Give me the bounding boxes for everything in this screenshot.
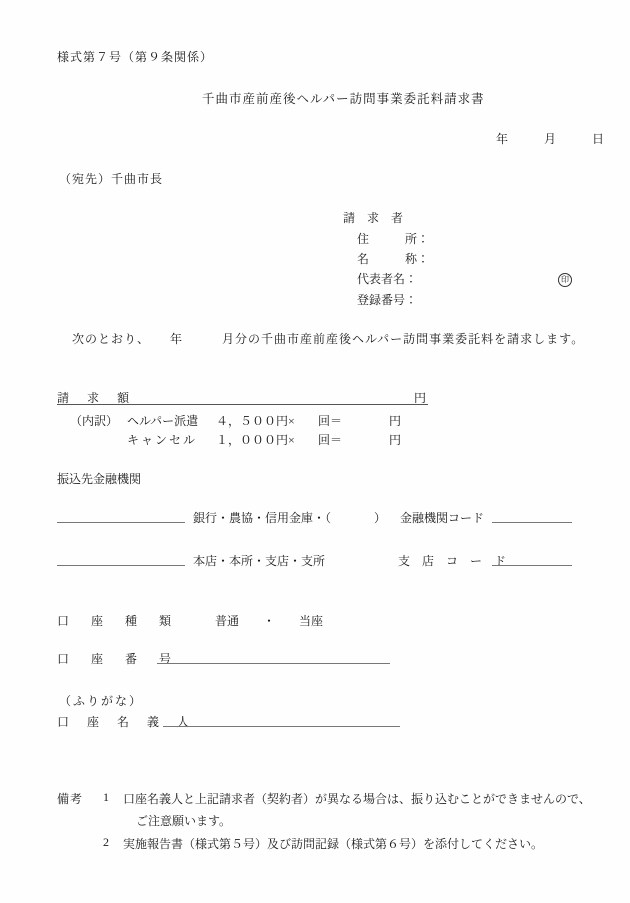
branch-code-label: 支 店 コ ー ド (398, 554, 507, 568)
request-statement: 次のとおり、 年 月分の千曲市産前産後ヘルパー訪問事業委託料を請求します。 (72, 332, 585, 346)
document-title: 千曲市産前産後ヘルパー訪問事業委託料請求書 (202, 92, 485, 106)
breakdown-item-2: キャンセル (127, 433, 198, 447)
account-number-blank (157, 663, 390, 664)
remark-number-1: 1 (103, 790, 109, 804)
addressee: （宛先）千曲市長 (59, 172, 164, 186)
requester-registration-label: 登録番号： (357, 293, 418, 307)
bank-institution-types-close: ） (374, 511, 387, 525)
bank-heading: 振込先金融機関 (57, 472, 142, 486)
amount-label: 請 求 額 (57, 391, 133, 405)
furigana-label: （ふりがな） (59, 694, 144, 708)
seal-glyph: 印 (558, 273, 572, 287)
requester-address-label: 住 所： (357, 232, 430, 246)
account-holder-label: 口 座 名 義 人 (57, 715, 193, 729)
branch-name-blank (57, 565, 185, 566)
branch-types: 本店・本所・支店・支所 (193, 554, 326, 568)
requester-heading: 請 求 者 (343, 211, 404, 225)
breakdown-price-2: １，０００円× (216, 433, 295, 447)
breakdown-unit-2: 円 (389, 433, 402, 447)
breakdown-price-1: ４，５００円× (216, 414, 295, 428)
remark-text-2-line1: 実施報告書（様式第５号）及び訪問記録（様式第６号）を添付してください。 (123, 837, 544, 851)
remarks-label: 備考 (57, 792, 84, 806)
breakdown-count-1: 回＝ (318, 414, 343, 428)
requester-name-label: 名 称： (357, 252, 430, 266)
amount-unit: 円 (414, 391, 427, 405)
form-number: 様式第７号（第９条関係） (57, 50, 214, 64)
breakdown-unit-1: 円 (389, 414, 402, 428)
breakdown-count-2: 回＝ (318, 433, 343, 447)
account-number-label: 口 座 番 号 (57, 652, 177, 666)
remark-text-1-line1: 口座名義人と上記請求者（契約者）が異なる場合は、振り込むことができませんので、 (123, 792, 591, 806)
seal-icon (558, 271, 572, 289)
account-holder-blank (163, 726, 400, 727)
bank-institution-types: 銀行・農協・信用金庫・（ (193, 511, 332, 525)
remark-text-1-line2: ご注意願います。 (136, 814, 232, 828)
bank-code-blank (492, 522, 572, 523)
amount-underline (57, 404, 428, 405)
date-line: 年 月 日 (496, 132, 605, 146)
account-type-label: 口 座 種 類 (57, 614, 177, 628)
bank-name-blank (57, 522, 185, 523)
remark-number-2: 2 (103, 835, 109, 849)
account-type-options: 普通 ・ 当座 (215, 614, 324, 628)
breakdown-label: （内訳） (70, 414, 119, 428)
bank-code-label: 金融機関コード (400, 511, 485, 525)
breakdown-item-1: ヘルパー派遣 (127, 414, 199, 428)
requester-representative-label: 代表者名： (357, 272, 418, 286)
branch-code-blank (492, 565, 572, 566)
